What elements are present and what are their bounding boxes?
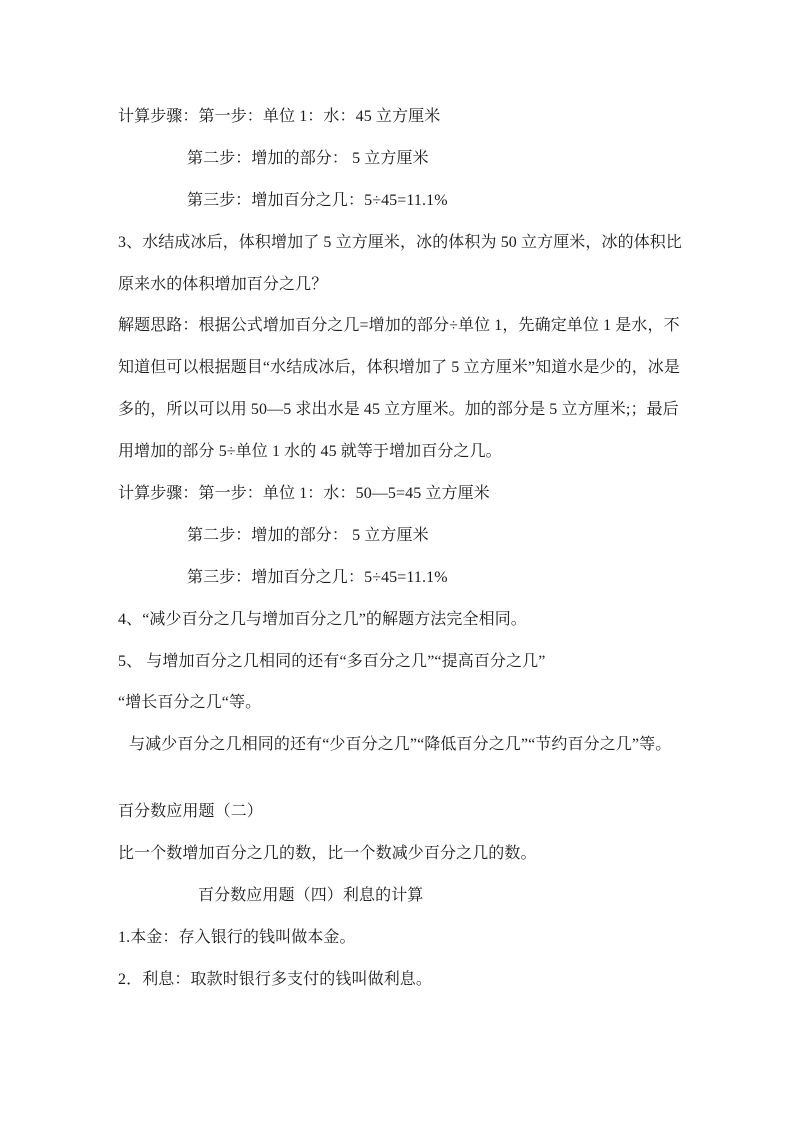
text-line: “增长百分之几“等。: [118, 694, 262, 712]
text-line: 原来水的体积增加百分之几？: [118, 275, 328, 293]
text-line: 4、“减少百分之几与增加百分之几”的解题方法完全相同。: [118, 610, 527, 628]
text-line: 用增加的部分 5÷单位 1 水的 45 就等于增加百分之几。: [118, 443, 502, 461]
text-line: 第二步：增加的部分： 5 立方厘米: [187, 526, 429, 544]
text-line: 第二步：增加的部分： 5 立方厘米: [187, 149, 429, 167]
text-line: 与减少百分之几相同的还有“少百分之几”“降低百分之几”“节约百分之几”等。: [129, 736, 672, 754]
text-line: 5、 与增加百分之几相同的还有“多百分之几”“提高百分之几”: [118, 652, 546, 670]
text-line: 2．利息：取款时银行多支付的钱叫做利息。: [118, 970, 433, 988]
text-line: 1.本金：存入银行的钱叫做本金。: [118, 928, 356, 946]
text-line: 第三步：增加百分之几：5÷45=11.1%: [187, 191, 448, 209]
text-line: 3、水结成冰后，体积增加了 5 立方厘米，冰的体积为 50 立方厘米，冰的体积比: [118, 233, 683, 251]
text-line: 第三步：增加百分之几：5÷45=11.1%: [187, 568, 448, 586]
text-line: 解题思路：根据公式增加百分之几=增加的部分÷单位 1，先确定单位 1 是水，不: [118, 317, 680, 335]
text-line: 计算步骤：第一步：单位 1：水：45 立方厘米: [118, 108, 441, 125]
text-line: 百分数应用题（四）利息的计算: [198, 887, 424, 905]
text-line: 多的，所以可以用 50—5 求出水是 45 立方厘米。加的部分是 5 立方厘米;；最后: [118, 401, 679, 419]
text-line: 知道但可以根据题目“水结成冰后，体积增加了 5 立方厘米”知道水是少的，冰是: [118, 359, 681, 377]
blank-line: [118, 766, 678, 791]
document-body: [118, 96, 683, 1001]
text-line: 计算步骤：第一步：单位 1：水：50—5=45 立方厘米: [118, 485, 490, 503]
text-line: 百分数应用题（二）: [118, 803, 263, 821]
text-line: 比一个数增加百分之几的数，比一个数减少百分之几的数。: [118, 845, 537, 863]
